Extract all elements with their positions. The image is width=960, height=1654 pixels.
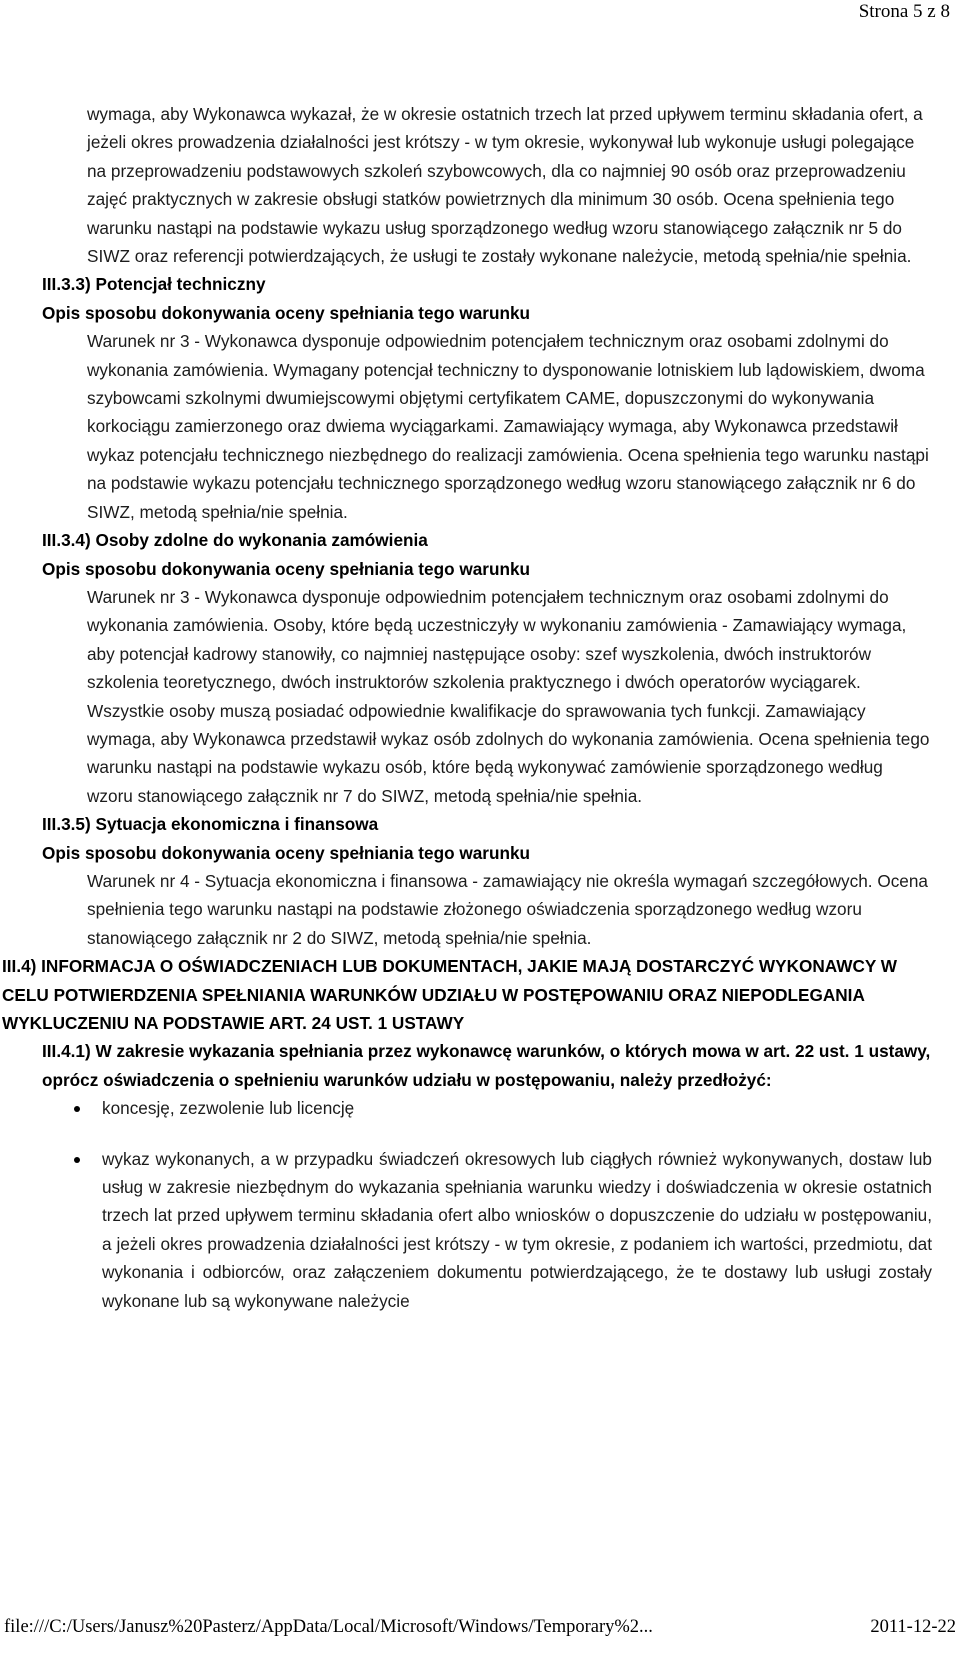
section-3-3-5-subtitle: Opis sposobu dokonywania oceny spełniania tego warunku <box>42 842 531 863</box>
page-number-header: Strona 5 z 8 <box>858 1 950 22</box>
page-footer <box>4 1616 956 1638</box>
section-3-3-4-subtitle: Opis sposobu dokonywania oceny spełniania tego warunku <box>42 558 531 579</box>
section-3-4-1-title: III.4.1) W zakresie wykazania spełniania przez wykonawcę warunków, o których mowa w art. 22 ust. 1 ustawy, oprócz oświadczenia o spełnieniu warunków udziału w postępowaniu, należy przedłożyć: <box>42 1041 931 1090</box>
section-3-3-5-text: Warunek nr 4 - Sytuacja ekonomiczna i finansowa - zamawiający nie określa wymagań szczegółowych. Ocena spełnienia tego warunku nastąpi na podstawie złożonego oświadczenia sporządzonego według wzoru stanowiącego załącznik nr 2 do SIWZ, metodą spełnia/nie spełnia. <box>87 870 928 948</box>
section-3-4-title: III.4) INFORMACJA O OŚWIADCZENIACH LUB DOKUMENTACH, JAKIE MAJĄ DOSTARCZYĆ WYKONAWCY W CELU POTWIERDZENIA SPEŁNIANIA WARUNKÓW UDZIAŁU W POSTĘPOWANIU ORAZ NIEPODLEGANIA WYKLUCZENIU NA PODSTAWIE ART. 24 UST. 1 USTAWY <box>2 956 898 1033</box>
document-body <box>0 100 960 1315</box>
list-item-text: wykaz wykonanych, a w przypadku świadczeń okresowych lub ciągłych również wykonywanych, dostaw lub usług w zakresie niezbędnym do wykazania spełniania warunku wiedzy i doświadczenia w okresie ostatnich trzech lat przed upływem terminu składania ofert albo wniosków o dopuszczenie do udziału w postępowaniu, a jeżeli okres prowadzenia działalności jest krótszy - w tym okresie, z podaniem ich wartości, przedmiotu, dat wykonania i odbiorców, oraz załączeniem dokumentu potwierdzającego, że te dostawy lub usługi zostały wykonane lub są wykonywane należycie <box>102 1148 932 1311</box>
list-item <box>102 1094 932 1122</box>
list-item-text: koncesję, zezwolenie lub licencję <box>102 1098 355 1119</box>
section-3-3-3-title: III.3.3) Potencjał techniczny <box>42 274 266 295</box>
footer-file-path: file:///C:/Users/Janusz%20Pasterz/AppData/Local/Microsoft/Windows/Temporary%2... <box>4 1617 653 1637</box>
section-3-3-4-text: Warunek nr 3 - Wykonawca dysponuje odpowiednim potencjałem technicznym oraz osobami zdolnymi do wykonania zamówienia. Osoby, które będą uczestniczyły w wykonaniu zamówienia - Zamawiający wymaga, aby potencjał kadrowy stanowiły, co najmniej następujące osoby: szef wyszkolenia, dwóch instruktorów szkolenia teoretycznego, dwóch instruktorów szkolenia praktycznego i dwóch operatorów wyciągarek. Wszystkie osoby muszą posiadać odpowiednie kwalifikacje do sprawowania tych funkcji. Zamawiający wymaga, aby Wykonawca przedstawił wykaz osób zdolnych do wykonania zamówienia. Ocena spełnienia tego warunku nastąpi na podstawie wykazu osób, które będą wykonywać zamówienie sporządzonego według wzoru stanowiącego załącznik nr 7 do SIWZ, metodą spełnia/nie spełnia. <box>87 586 930 806</box>
section-3-3-3-text: Warunek nr 3 - Wykonawca dysponuje odpowiednim potencjałem technicznym oraz osobami zdolnymi do wykonania zamówienia. Wymagany potencjał techniczny to dysponowanie lotniskiem lub lądowiskiem, dwoma szybowcami szkolnymi dwumiejscowymi objętymi certyfikatem CAME, dopuszczonymi do wykonywania korkociągu zamierzonego oraz dwiema wyciągarkami. Zamawiający wymaga, aby Wykonawca przedstawił wykaz potencjału technicznego niezbędnego do realizacji zamówienia. Ocena spełnienia tego warunku nastąpi na podstawie wykazu potencjału technicznego sporządzonego według wzoru stanowiącego załącznik nr 6 do SIWZ, metodą spełnia/nie spełnia. <box>87 331 929 522</box>
section-3-3-3-subtitle: Opis sposobu dokonywania oceny spełniania tego warunku <box>42 302 531 323</box>
section-3-3-4-title: III.3.4) Osoby zdolne do wykonania zamówienia <box>42 530 428 551</box>
footer-date: 2011-12-22 <box>870 1617 956 1637</box>
list-item <box>102 1145 932 1315</box>
bullet-icon <box>74 1106 80 1112</box>
document-list <box>0 1094 960 1315</box>
section-3-3-2-text: wymaga, aby Wykonawca wykazał, że w okresie ostatnich trzech lat przed upływem terminu składania ofert, a jeżeli okres prowadzenia działalności jest krótszy - w tym okresie, wykonywał lub wykonuje usługi polegające na przeprowadzeniu podstawowych szkoleń szybowcowych, dla co najmniej 90 osób oraz przeprowadzeniu zajęć praktycznych w zakresie obsługi statków powietrznych dla minimum 30 osób. Ocena spełnienia tego warunku nastąpi na podstawie wykazu usług sporządzonego według wzoru stanowiącego załącznik nr 5 do SIWZ oraz referencji potwierdzających, że usługi te zostały wykonane należycie, metodą spełnia/nie spełnia. <box>87 104 923 267</box>
section-3-3-5-title: III.3.5) Sytuacja ekonomiczna i finansowa <box>42 814 379 835</box>
bullet-icon <box>74 1157 80 1163</box>
list-spacer <box>102 1123 932 1145</box>
